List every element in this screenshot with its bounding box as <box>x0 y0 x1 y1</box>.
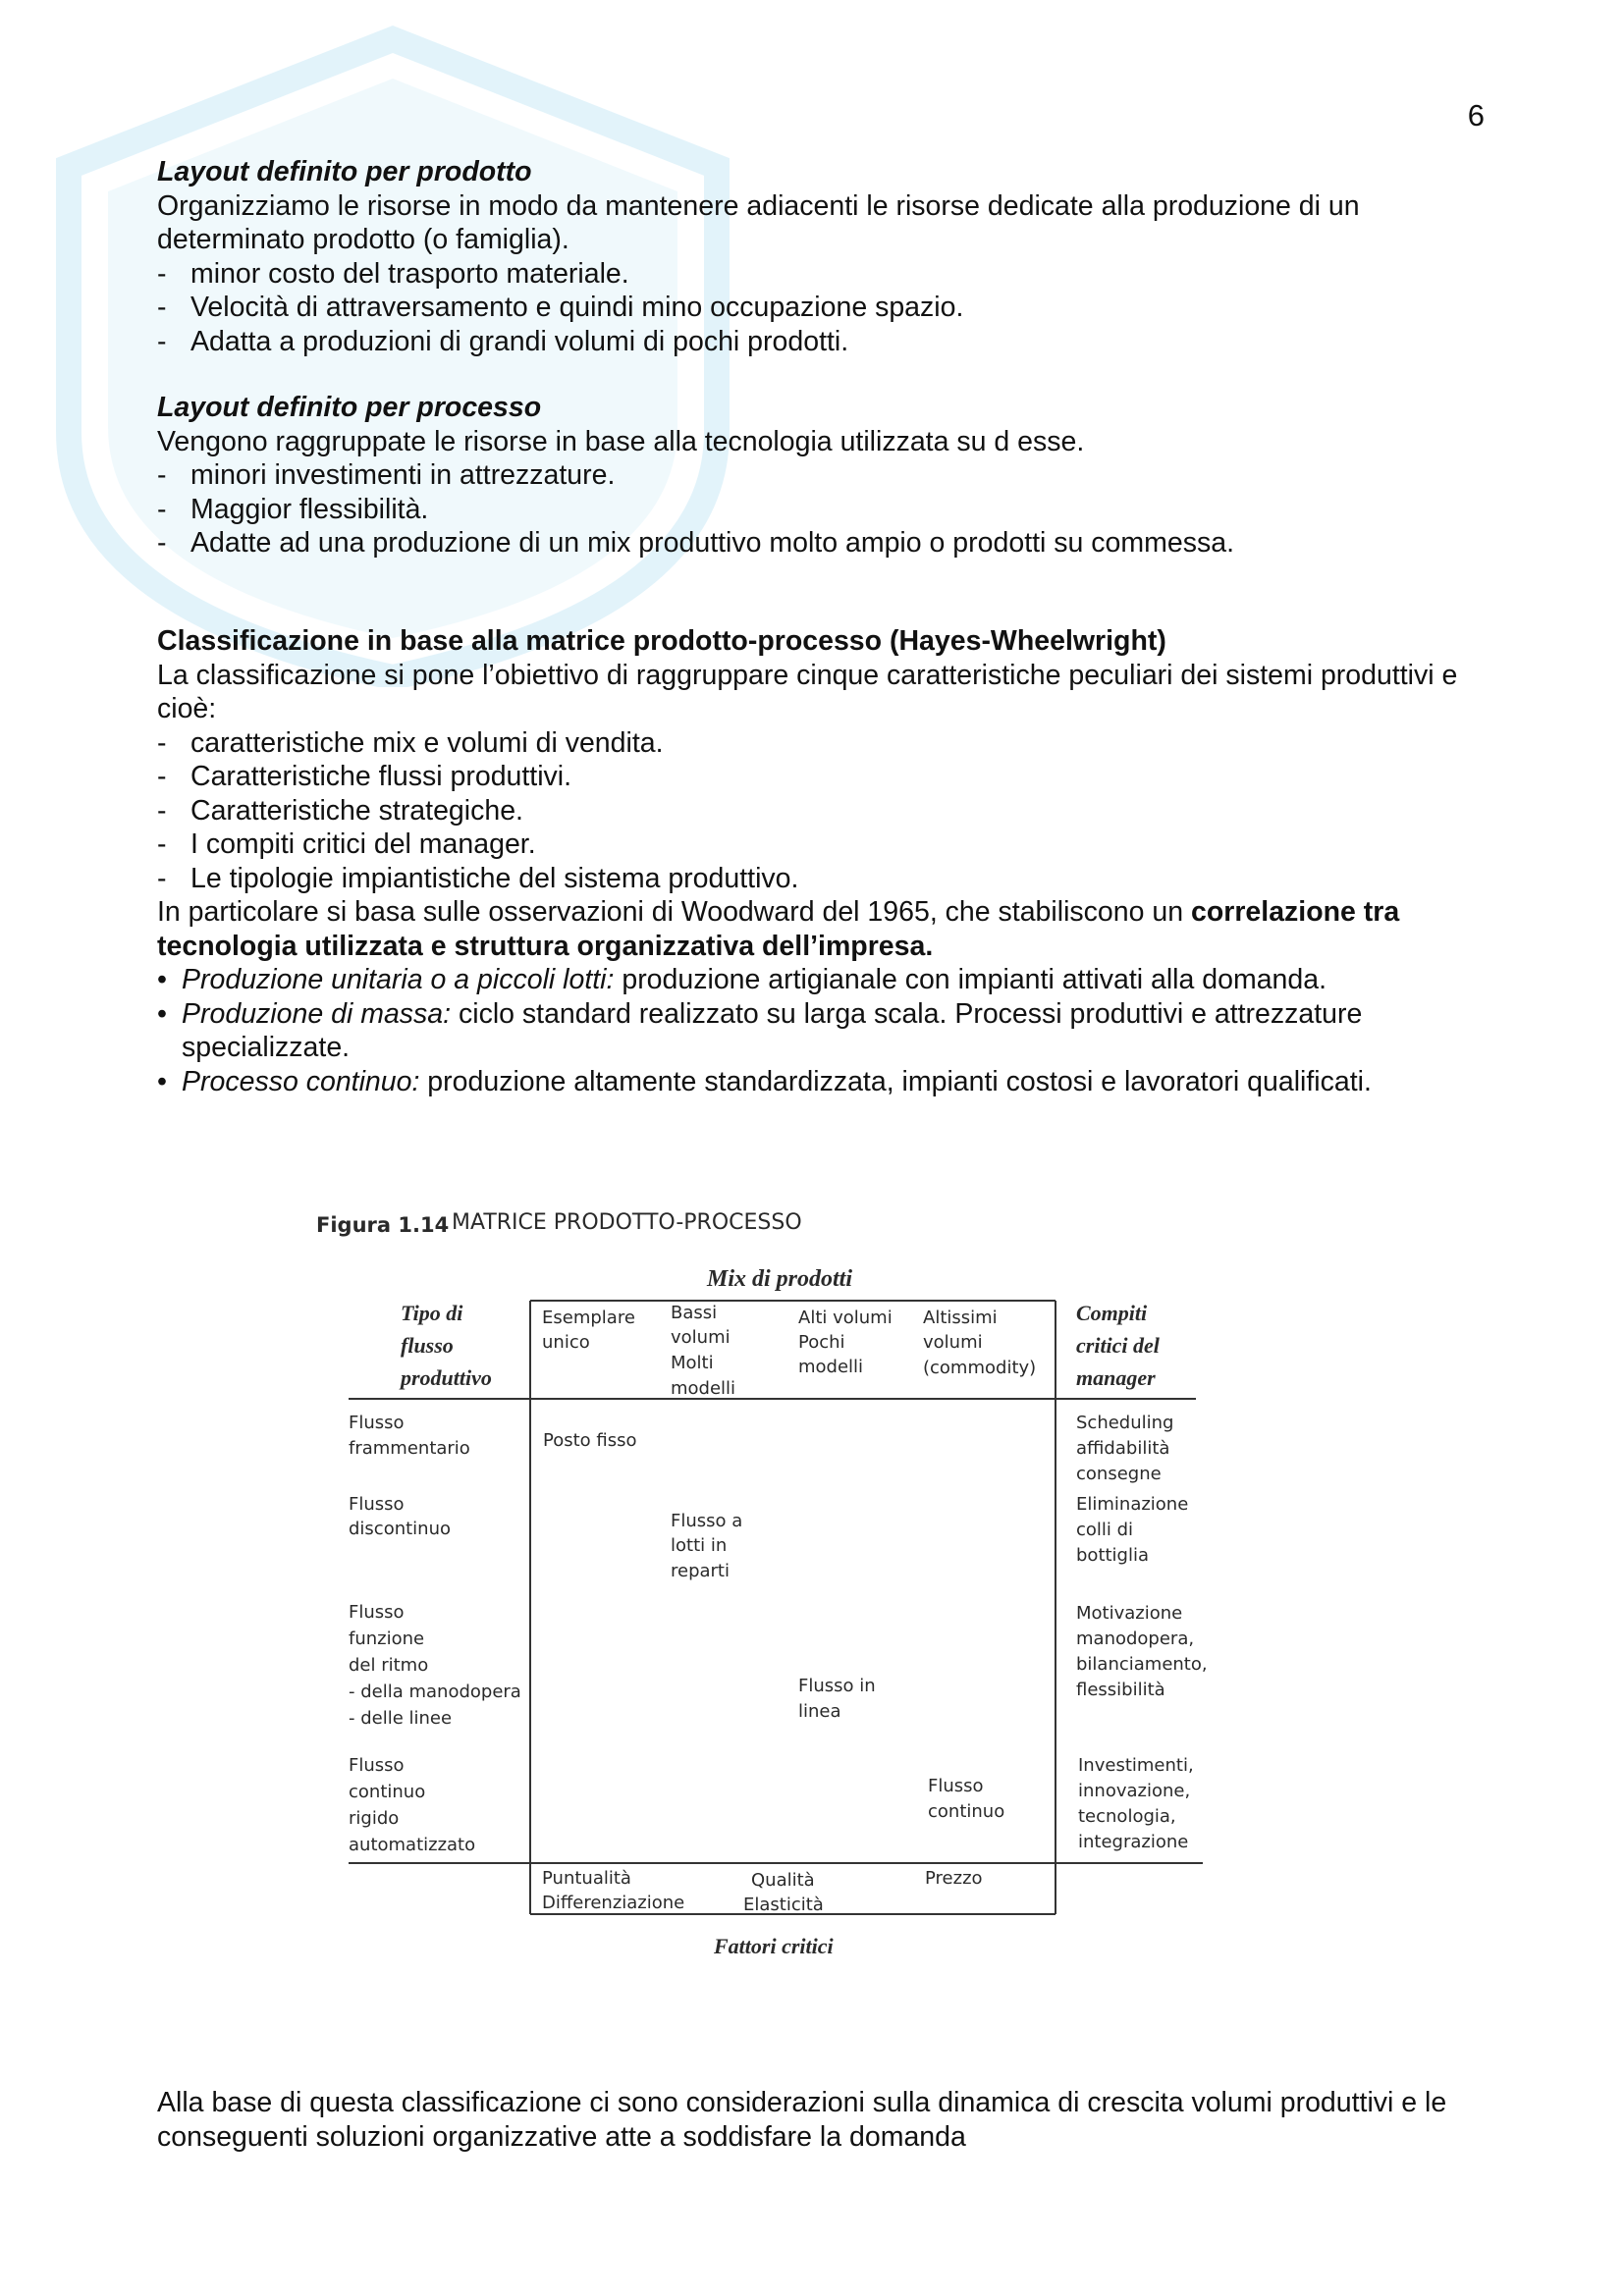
list-item: - minori investimenti in attrezzature. <box>157 458 1492 493</box>
section-intro: La classificazione si pone l’obiettivo di raggruppare cinque caratteristiche peculiari dei sistemi produttivi e cioè: <box>157 659 1458 724</box>
figure-title: MATRICE PRODOTTO-PROCESSO <box>452 1210 802 1235</box>
list-item: - I compiti critici del manager. <box>157 828 1492 862</box>
tasks-header: Compiti critici del manager <box>1076 1301 1160 1390</box>
column-header: Esemplare unico <box>542 1308 635 1353</box>
closing-text: Alla base di questa classificazione ci sono considerazioni sulla dinamica di crescita volumi produttivi e le conseguenti soluzioni organizzative atte a soddisfare la domanda <box>157 2087 1447 2153</box>
list-item: - Maggior flessibilità. <box>157 493 1492 527</box>
bullet-item <box>157 997 1492 1065</box>
row-flow-label: Flusso discontinuo <box>349 1494 452 1539</box>
bullet-text: produzione artigianale con impianti attivati alla domanda. <box>614 964 1327 995</box>
row-flow-label: Flusso frammentario <box>349 1413 470 1459</box>
bullet-item <box>157 963 1492 997</box>
figure-matrice-prodotto-processo <box>304 1188 1267 1973</box>
section-title: Layout definito per prodotto <box>157 156 532 187</box>
section-classificazione <box>157 624 1492 1098</box>
diagonal-entry: Posto fisso <box>543 1430 637 1451</box>
mix-label: Mix di prodotti <box>707 1266 853 1292</box>
section-layout-processo <box>157 391 1492 561</box>
bullet-term: Produzione di massa: <box>182 997 452 1030</box>
bullet-text: ciclo standard realizzato su larga scala. Processi produttivi e attrezzature specializzate. <box>182 997 1363 1063</box>
row-task-label: Investimenti, innovazione, tecnologia, integrazione <box>1078 1755 1194 1852</box>
row-flow-label: Flusso funzione del ritmo - della manodopera - delle linee <box>349 1602 521 1729</box>
row-flow-label: Flusso continuo rigido automatizzato <box>349 1755 476 1855</box>
section-title: Layout definito per processo <box>157 392 542 423</box>
woodward-text: In particolare si basa sulle osservazioni di Woodward del 1965, che stabiliscono un <box>157 896 1191 928</box>
critical-factor: Qualità Elasticità <box>743 1870 824 1915</box>
section-intro: Organizziamo le risorse in modo da mantenere adiacenti le risorse dedicate alla produzione di un determinato prodotto (o famiglia). <box>157 189 1360 255</box>
bullet-text: produzione altamente standardizzata, impianti costosi e lavoratori qualificati. <box>419 1065 1372 1097</box>
list-item: - Caratteristiche flussi produttivi. <box>157 760 1492 794</box>
critical-factor: Puntualità Differenziazione <box>542 1868 685 1913</box>
bullet-term: Processo continuo: <box>182 1065 420 1097</box>
bullet-term: Produzione unitaria o a piccoli lotti: <box>182 964 615 995</box>
woodward-paragraph <box>157 895 1492 963</box>
list-item: - Caratteristiche strategiche. <box>157 794 1492 828</box>
list-item: - Adatta a produzioni di grandi volumi di pochi prodotti. <box>157 325 1492 359</box>
bullet-item <box>157 1065 1492 1099</box>
section-title: Classificazione in base alla matrice prodotto-processo (Hayes-Wheelwright) <box>157 625 1166 657</box>
figure-label: Figura 1.14 <box>316 1213 450 1237</box>
column-header: Bassi volumi Molti modelli <box>671 1303 736 1399</box>
matrix-grid <box>349 1301 1203 1914</box>
list-item: - Velocità di attraversamento e quindi mino occupazione spazio. <box>157 291 1492 325</box>
critical-factor: Prezzo <box>925 1868 983 1889</box>
diagonal-entry: Flusso continuo <box>928 1776 1005 1822</box>
page-number: 6 <box>1467 98 1485 133</box>
list-item: - caratteristiche mix e volumi di vendita. <box>157 726 1492 761</box>
factors-label: Fattori critici <box>714 1934 834 1958</box>
list-item: - minor costo del trasporto materiale. <box>157 257 1492 292</box>
flow-header: Tipo di flusso produttivo <box>401 1301 492 1390</box>
column-header: Altissimi volumi (commodity) <box>923 1308 1037 1378</box>
section-layout-prodotto <box>157 155 1492 358</box>
matrix-diagram <box>304 1188 1267 1973</box>
diagonal-entry: Flusso in linea <box>798 1676 876 1722</box>
row-task-label: Motivazione manodopera, bilanciamento, flessibilità <box>1076 1603 1208 1700</box>
list-item: - Le tipologie impiantistiche del sistema produttivo. <box>157 862 1492 896</box>
column-header: Alti volumi Pochi modelli <box>798 1308 893 1377</box>
row-task-label: Eliminazione colli di bottiglia <box>1076 1494 1189 1566</box>
woodward-emphasis: correlazione tra tecnologia utilizzata e struttura organizzativa dell’impresa. <box>157 896 1400 962</box>
row-task-label: Scheduling affidabilità consegne <box>1076 1413 1174 1484</box>
list-item: - Adatte ad una produzione di un mix produttivo molto ampio o prodotti su commessa. <box>157 526 1492 561</box>
closing-paragraph <box>157 2086 1492 2154</box>
section-intro: Vengono raggruppate le risorse in base alla tecnologia utilizzata su d esse. <box>157 425 1085 457</box>
diagonal-entry: Flusso a lotti in reparti <box>671 1511 743 1581</box>
